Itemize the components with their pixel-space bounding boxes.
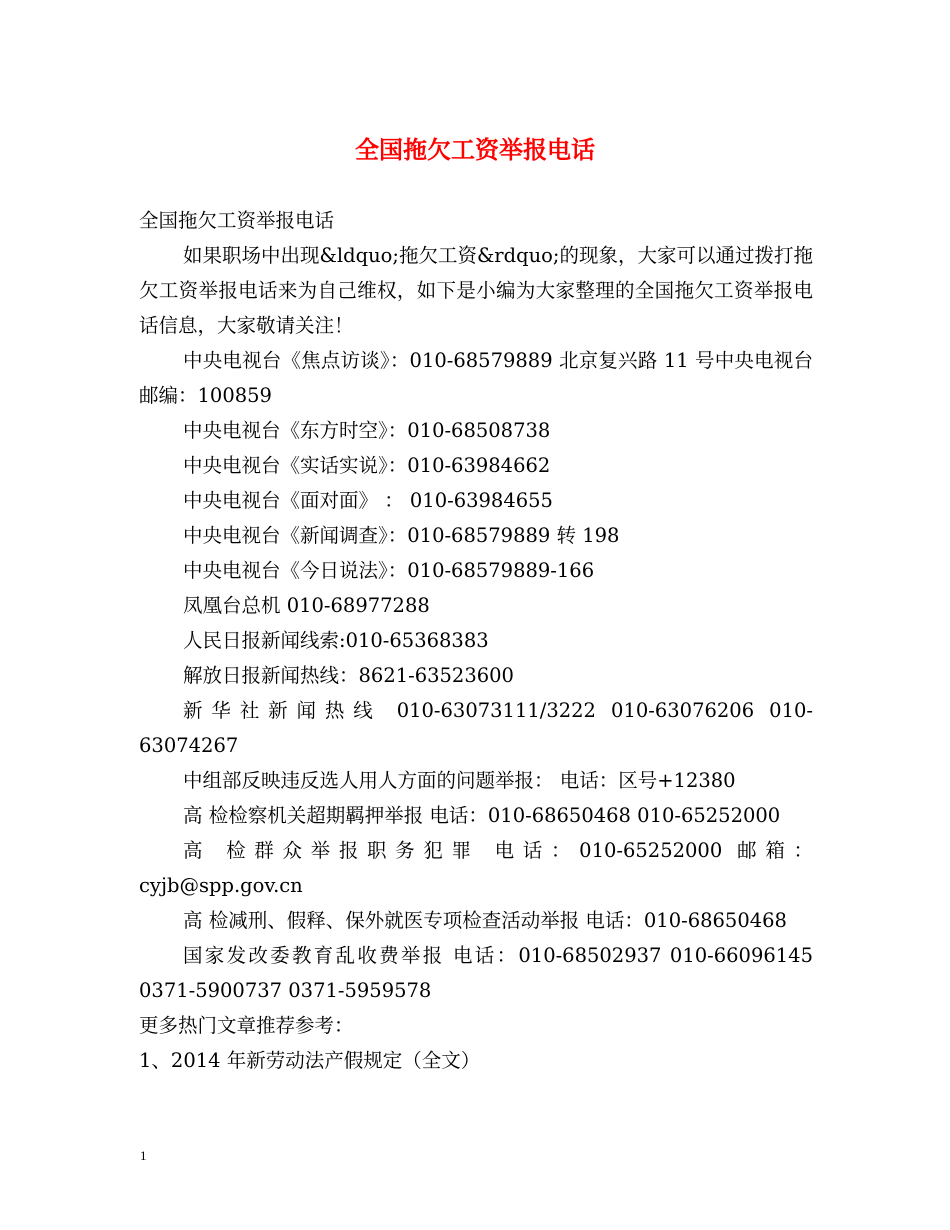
paragraph-hotline: 高 检减刑、假释、保外就医专项检查活动举报 电话：010-68650468	[183, 909, 787, 932]
paragraph-hotline: 人民日报新闻线索:010-65368383	[183, 629, 489, 652]
paragraph-hotline: 解放日报新闻热线：8621-63523600	[183, 664, 514, 687]
document-body	[139, 203, 813, 1078]
paragraph-hotline: 高 检群众举报职务犯罪 电话：010-65252000 邮箱：cyjb@spp.gov.cn	[139, 839, 813, 897]
paragraph-hotline: 高 检检察机关超期羁押举报 电话：010-68650468 010-65252000	[183, 804, 781, 827]
paragraph-hotline: 中组部反映违反选人用人方面的问题举报： 电话：区号+12380	[183, 769, 736, 792]
paragraph-hotline: 中央电视台《新闻调查》：010-68579889 转 198	[183, 524, 620, 547]
paragraph-article-link: 1、2014 年新劳动法产假规定（全文）	[139, 1049, 481, 1072]
page-number: 1	[140, 1148, 147, 1163]
paragraph-intro: 如果职场中出现&ldquo;拖欠工资&rdquo;的现象，大家可以通过拨打拖欠工资举报电话来为自己维权，如下是小编为大家整理的全国拖欠工资举报电话信息，大家敬请关注！	[139, 244, 813, 337]
paragraph-hotline: 新华社新闻热线 010-63073111/3222 010-63076206 010-63074267	[139, 699, 813, 757]
paragraph-hotline: 中央电视台《东方时空》：010-68508738	[183, 419, 551, 442]
paragraph-hotline: 中央电视台《面对面》 ： 010-63984655	[183, 489, 553, 512]
document-title: 全国拖欠工资举报电话	[355, 135, 595, 164]
paragraph-hotline: 中央电视台《焦点访谈》：010-68579889 北京复兴路 11 号中央电视台邮编：100859	[139, 349, 813, 407]
paragraph-hotline: 凤凰台总机 010-68977288	[183, 594, 430, 617]
paragraph-heading: 全国拖欠工资举报电话	[139, 209, 335, 232]
paragraph-hotline: 中央电视台《实话实说》：010-63984662	[183, 454, 551, 477]
paragraph-hotline: 国家发改委教育乱收费举报 电话：010-68502937 010-66096145 0371-5900737 0371-5959578	[139, 944, 813, 1002]
paragraph-more-articles: 更多热门文章推荐参考：	[139, 1014, 354, 1037]
paragraph-hotline: 中央电视台《今日说法》：010-68579889-166	[183, 559, 595, 582]
